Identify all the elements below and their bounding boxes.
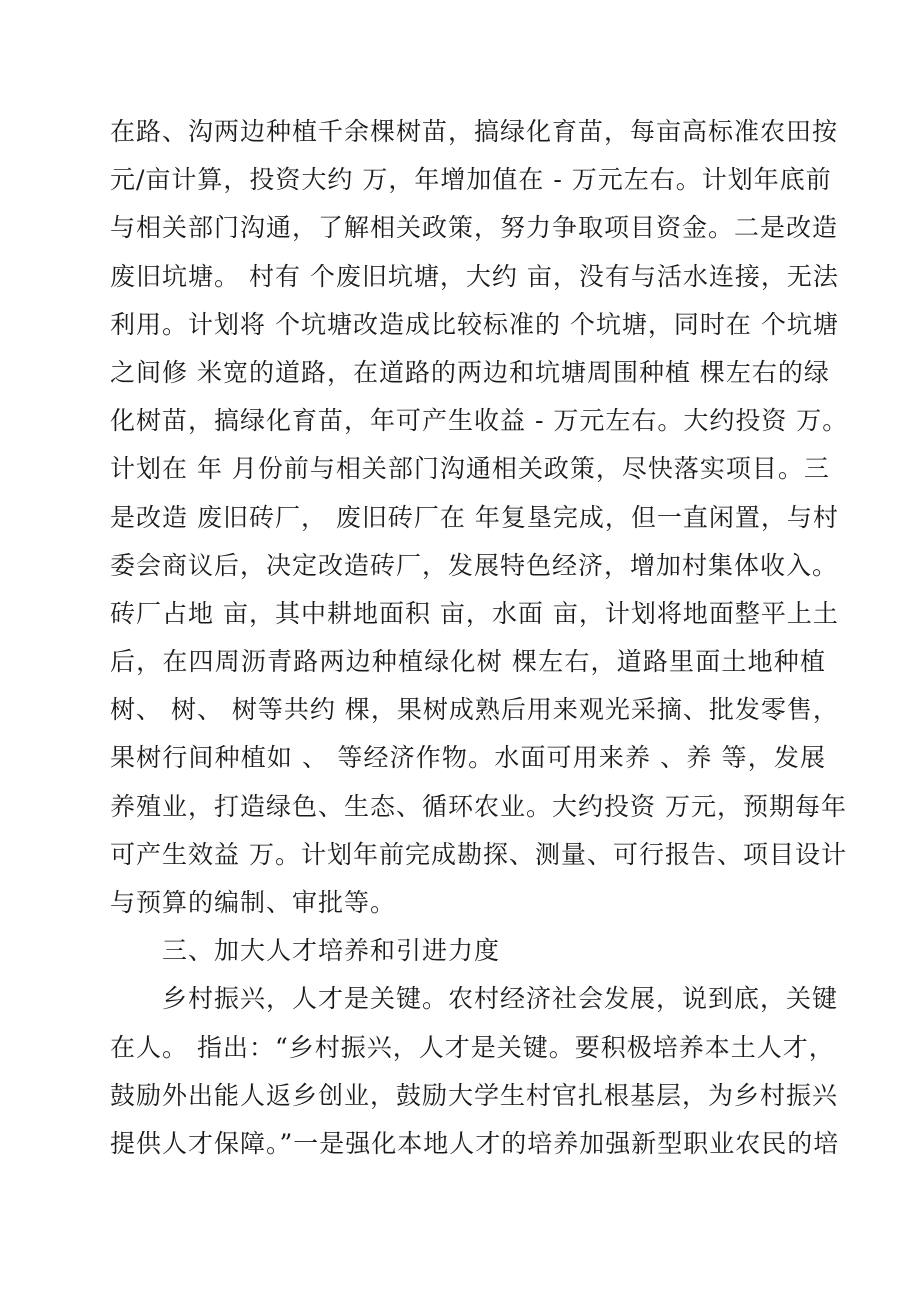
text-line: 果树行间种植如 、 等经济作物。水面可用来养 、养 等，发展 (110, 743, 826, 773)
text-line: 计划在 年 月份前与相关部门沟通相关政策，尽快落实项目。三 (110, 454, 830, 484)
text-line: 与相关部门沟通，了解相关政策，努力争取项目资金。二是改造 (110, 213, 839, 243)
text-line: 乡村振兴，人才是关键。农村经济社会发展，说到底，关键 (162, 984, 839, 1014)
section-heading: 三、加大人才培养和引进力度 (162, 936, 501, 966)
text-line: 提供人才保障。”一是强化本地人才的培养加强新型职业农民的培 (110, 1128, 840, 1158)
text-line: 砖厂占地 亩，其中耕地面积 亩，水面 亩，计划将地面整平上土 (110, 598, 839, 628)
text-line: 利用。计划将 个坑塘改造成比较标准的 个坑塘，同时在 个坑塘 (110, 309, 839, 339)
text-line: 树、 树、 树等共约 棵，果树成熟后用来观光采摘、批发零售， (110, 695, 839, 725)
text-line: 在路、沟两边种植千余棵树苗，搞绿化育苗，每亩高标准农田按 (110, 117, 839, 146)
text-line: 可产生效益 万。计划年前完成勘探、测量、可行报告、项目设计 (110, 839, 847, 869)
text-line: 养殖业，打造绿色、生态、循环农业。大约投资 万元，预期每年 (110, 791, 847, 821)
text-line: 与预算的编制、审批等。 (110, 888, 397, 917)
text-line: 委会商议后，决定改造砖厂，发展特色经济，增加村集体收入。 (110, 550, 839, 580)
text-line: 之间修 米宽的道路，在道路的两边和坑塘周围种植 棵左右的绿 (110, 357, 830, 387)
text-line: 在人。 指出：“乡村振兴，人才是关键。要积极培养本土人才， (110, 1032, 835, 1062)
body-text (110, 108, 849, 1168)
text-line: 鼓励外出能人返乡创业，鼓励大学生村官扎根基层，为乡村振兴 (110, 1080, 839, 1110)
text-line: 废旧坑塘。 村有 个废旧坑塘，大约 亩，没有与活水连接，无法 (110, 261, 839, 291)
text-line: 是改造 废旧砖厂， 废旧砖厂在 年复垦完成，但一直闲置，与村 (110, 502, 839, 532)
text-line: 化树苗，搞绿化育苗，年可产生收益 - 万元左右。大约投资 万。 (110, 406, 849, 436)
text-line: 后，在四周沥青路两边种植绿化树 棵左右，道路里面土地种植 (110, 647, 826, 677)
text-line: 元/亩计算，投资大约 万，年增加值在 - 万元左右。计划年底前 (110, 165, 832, 195)
